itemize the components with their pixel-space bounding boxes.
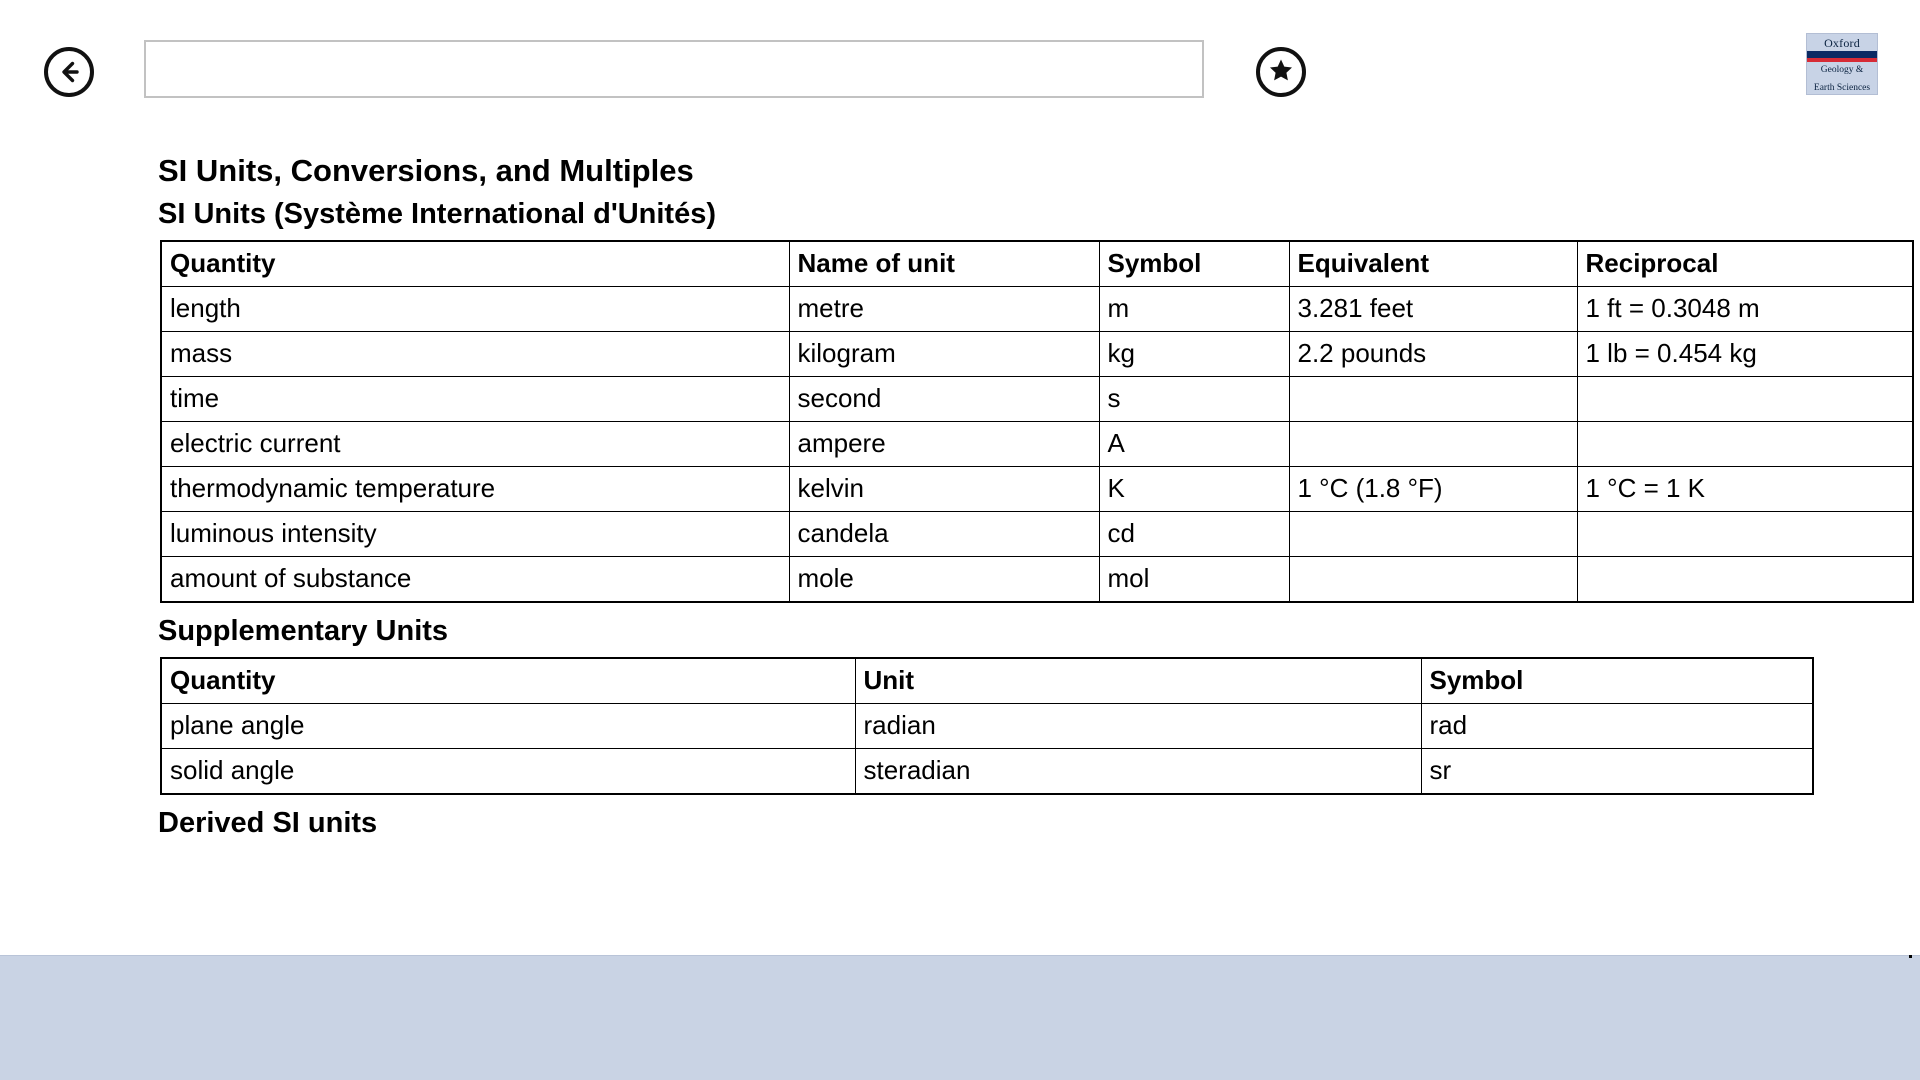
table-row [161,287,1913,332]
cell-equivalent [1289,512,1577,557]
table-row [161,332,1913,377]
column-header-quantity: Quantity [161,241,789,287]
cell-symbol: rad [1421,704,1813,749]
table-row [161,467,1913,512]
cell-reciprocal: 1 °C = 1 K [1577,467,1913,512]
cell-quantity: luminous intensity [161,512,789,557]
cell-name: mole [789,557,1099,603]
star-icon [1268,57,1294,88]
logo-line-2: Geology & [1820,65,1864,75]
column-header-reciprocal: Reciprocal [1577,241,1913,287]
cell-reciprocal: 1 lb = 0.454 kg [1577,332,1913,377]
cell-unit: steradian [855,749,1421,795]
cell-equivalent: 3.281 feet [1289,287,1577,332]
cell-quantity: length [161,287,789,332]
logo-color-bar [1807,51,1877,58]
cell-quantity: electric current [161,422,789,467]
cell-symbol: m [1099,287,1289,332]
table-row [161,422,1913,467]
cell-reciprocal [1577,377,1913,422]
cell-name: kelvin [789,467,1099,512]
table-header-row [161,658,1813,704]
cell-symbol: kg [1099,332,1289,377]
table-row [161,749,1813,795]
page-title: SI Units, Conversions, and Multiples [158,153,694,188]
section-heading-supplementary-units: Supplementary Units [158,615,449,647]
cell-symbol: A [1099,422,1289,467]
cell-quantity: mass [161,332,789,377]
cell-name: candela [789,512,1099,557]
browser-toolbar [0,0,1920,118]
column-header-symbol: Symbol [1421,658,1813,704]
supplementary-units-table [160,657,1814,795]
cell-symbol: mol [1099,557,1289,603]
column-header-name-of-unit: Name of unit [789,241,1099,287]
cell-equivalent [1289,557,1577,603]
cell-name: ampere [789,422,1099,467]
cell-name: second [789,377,1099,422]
table-row [161,704,1813,749]
scroll-indicator[interactable] [1909,955,1912,958]
page-content [0,118,1920,955]
cell-equivalent [1289,377,1577,422]
section-heading-si-units: SI Units (Système International d'Unités) [158,198,716,230]
cell-symbol: cd [1099,512,1289,557]
column-header-symbol: Symbol [1099,241,1289,287]
table-row [161,512,1913,557]
cell-name: kilogram [789,332,1099,377]
bookmark-button[interactable] [1256,47,1306,97]
cell-quantity: amount of substance [161,557,789,603]
cell-reciprocal: 1 ft = 0.3048 m [1577,287,1913,332]
cell-name: metre [789,287,1099,332]
cell-quantity: solid angle [161,749,855,795]
si-units-table [160,240,1914,603]
cell-reciprocal [1577,557,1913,603]
cell-symbol: K [1099,467,1289,512]
cell-symbol: s [1099,377,1289,422]
bottom-panel [0,955,1920,1080]
back-button[interactable] [44,47,94,97]
cell-reciprocal [1577,512,1913,557]
table-header-row [161,241,1913,287]
oxford-geology-logo [1806,33,1878,95]
arrow-left-icon [55,58,83,86]
cell-quantity: time [161,377,789,422]
cell-equivalent: 1 °C (1.8 °F) [1289,467,1577,512]
cell-equivalent [1289,422,1577,467]
cell-unit: radian [855,704,1421,749]
column-header-equivalent: Equivalent [1289,241,1577,287]
column-header-quantity: Quantity [161,658,855,704]
table-row [161,377,1913,422]
column-header-unit: Unit [855,658,1421,704]
table-row [161,557,1913,603]
logo-line-3: Earth Sciences [1813,83,1871,93]
cell-equivalent: 2.2 pounds [1289,332,1577,377]
cell-reciprocal [1577,422,1913,467]
section-heading-derived-si-units: Derived SI units [158,807,378,839]
cell-symbol: sr [1421,749,1813,795]
logo-line-1: Oxford [1824,36,1860,50]
address-bar-input[interactable] [144,40,1204,98]
cell-quantity: thermodynamic temperature [161,467,789,512]
cell-quantity: plane angle [161,704,855,749]
